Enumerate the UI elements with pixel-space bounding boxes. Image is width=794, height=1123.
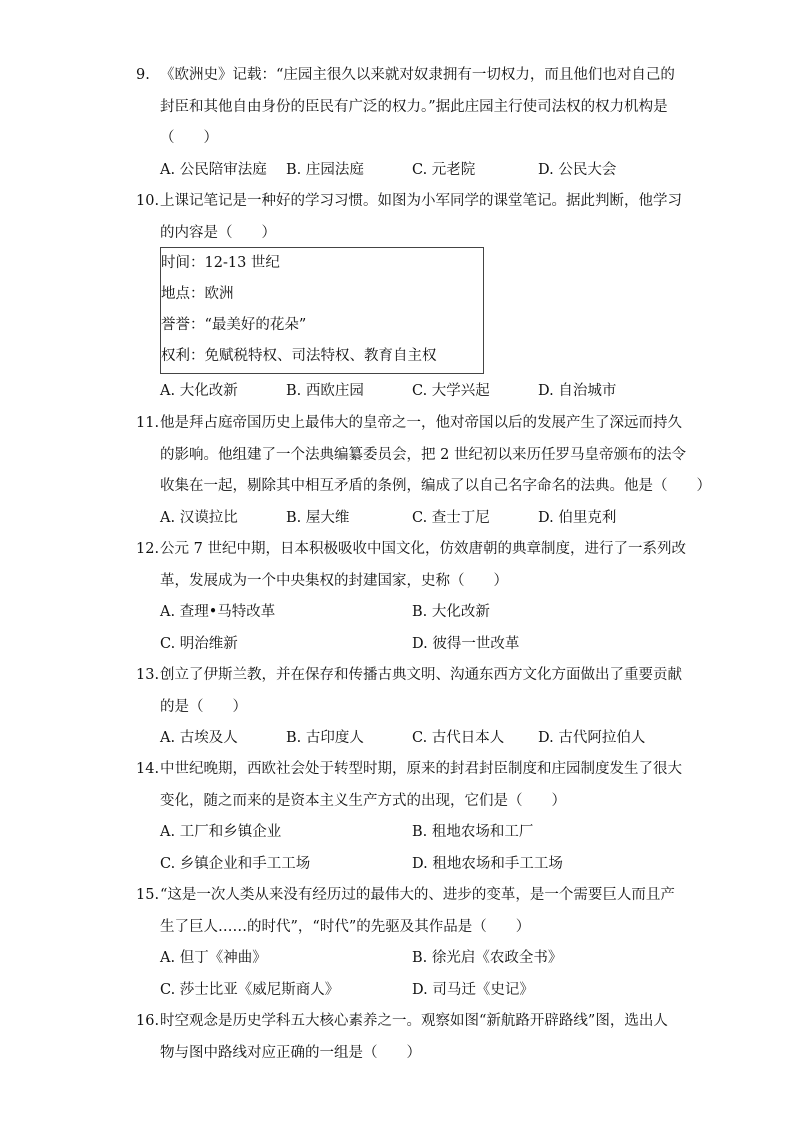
- option-d[interactable]: D. 司马迁《史记》: [412, 981, 534, 998]
- question-line: 《欧洲史》记载：“庄园主很久以来就对奴隶拥有一切权力，而且他们也对自己的: [160, 67, 675, 83]
- note-rights: 权利：免赋税特权、司法特权、教育自主权: [161, 348, 437, 364]
- question-line: 收集在一起，剔除其中相互矛盾的条例，编成了以自己名字命名的法典。他是（ ）: [160, 478, 711, 494]
- options-row: [160, 629, 666, 661]
- options-row: [160, 975, 666, 1007]
- option-d[interactable]: D. 古代阿拉伯人: [538, 730, 646, 746]
- question-number: 9.: [136, 67, 150, 83]
- options-row: [160, 723, 666, 755]
- option-a[interactable]: A. 查理•马特改革: [160, 604, 276, 620]
- option-b[interactable]: B. 庄园法庭: [286, 161, 364, 178]
- question-line: “这是一次人类从来没有经历过的最伟大的、进步的变革，是一个需要巨人而且产: [160, 887, 675, 903]
- question-line: （ ）: [160, 130, 218, 146]
- option-c[interactable]: C. 乡镇企业和手工工场: [160, 855, 311, 872]
- question-line: 他是拜占庭帝国历史上最伟大的皇帝之一，他对帝国以后的发展产生了深远而持久: [160, 415, 682, 431]
- option-b[interactable]: B. 徐光启《农政全书》: [412, 950, 563, 966]
- note-praise: 誉誉：“最美好的花朵”: [161, 317, 307, 333]
- question-number: 12.: [136, 541, 160, 557]
- note-place: 地点：欧洲: [161, 286, 234, 302]
- question-line: 封臣和其他自由身份的臣民有广泛的权力。”据此庄园主行使司法权的权力机构是: [160, 98, 668, 115]
- options-row: [160, 376, 666, 408]
- question-number: 14.: [136, 761, 160, 777]
- question-line: 上课记笔记是一种好的学习习惯。如图为小军同学的课堂笔记。据此判断，他学习: [160, 193, 682, 209]
- question-line: 创立了伊斯兰教，并在保存和传播古典文明、沟通东西方文化方面做出了重要贡献: [160, 667, 682, 683]
- option-c[interactable]: C. 明治维新: [160, 635, 238, 652]
- option-d[interactable]: D. 伯里克利: [538, 509, 617, 526]
- question-number: 11.: [136, 415, 160, 431]
- option-c[interactable]: C. 莎士比亚《威尼斯商人》: [160, 981, 340, 998]
- option-a[interactable]: A. 汉谟拉比: [160, 509, 238, 526]
- option-a[interactable]: A. 大化改新: [160, 383, 238, 399]
- option-c[interactable]: C. 元老院: [412, 161, 476, 178]
- option-c[interactable]: C. 查士丁尼: [412, 509, 490, 526]
- option-c[interactable]: C. 大学兴起: [412, 383, 490, 399]
- question-line: 中世纪晚期，西欧社会处于转型时期，原来的封君封臣制度和庄园制度发生了很大: [160, 761, 682, 777]
- question-line: 公元 7 世纪中期，日本积极吸收中国文化，仿效唐朝的典章制度，进行了一系列改: [160, 541, 686, 557]
- question-line: 的是（ ）: [160, 698, 247, 715]
- options-row: [160, 849, 666, 881]
- question-number: 16.: [136, 1013, 160, 1029]
- options-row: [160, 597, 666, 629]
- question-line: 时空观念是历史学科五大核心素养之一。观察如图“新航路开辟路线”图，选出人: [160, 1013, 668, 1029]
- options-row: [160, 503, 666, 535]
- question-line: 的内容是（ ）: [160, 224, 276, 241]
- options-row: [160, 155, 666, 187]
- option-c[interactable]: C. 古代日本人: [412, 730, 505, 746]
- option-b[interactable]: B. 古印度人: [286, 730, 364, 746]
- option-b[interactable]: B. 大化改新: [412, 604, 490, 620]
- question-number: 13.: [136, 667, 160, 683]
- question-line: 变化，随之而来的是资本主义生产方式的出现，它们是（ ）: [160, 792, 566, 809]
- class-notes-box: [160, 247, 484, 374]
- option-b[interactable]: B. 租地农场和工厂: [412, 824, 534, 840]
- question-line: 生了巨人……的时代”，“时代”的先驱及其作品是（ ）: [160, 918, 531, 935]
- options-row: [160, 943, 666, 975]
- option-d[interactable]: D. 公民大会: [538, 161, 617, 178]
- question-number: 15.: [136, 887, 160, 903]
- option-a[interactable]: A. 但丁《神曲》: [160, 950, 267, 966]
- option-b[interactable]: B. 屋大维: [286, 509, 350, 526]
- question-line: 的影响。他组建了一个法典编纂委员会，把 2 世纪初以来历任罗马皇帝颁布的法令: [160, 446, 686, 463]
- option-d[interactable]: D. 租地农场和手工工场: [412, 855, 563, 872]
- option-b[interactable]: B. 西欧庄园: [286, 383, 364, 399]
- question-line: 物与图中路线对应正确的一组是（ ）: [160, 1044, 421, 1061]
- option-a[interactable]: A. 公民陪审法庭: [160, 161, 267, 178]
- note-time: 时间：12-13 世纪: [161, 255, 280, 271]
- option-d[interactable]: D. 彼得一世改革: [412, 635, 520, 652]
- question-number: 10.: [136, 193, 160, 209]
- option-a[interactable]: A. 古埃及人: [160, 730, 238, 746]
- options-row: [160, 817, 666, 849]
- option-a[interactable]: A. 工厂和乡镇企业: [160, 824, 282, 840]
- option-d[interactable]: D. 自治城市: [538, 383, 617, 399]
- question-line: 革，发展成为一个中央集权的封建国家，史称（ ）: [160, 572, 508, 589]
